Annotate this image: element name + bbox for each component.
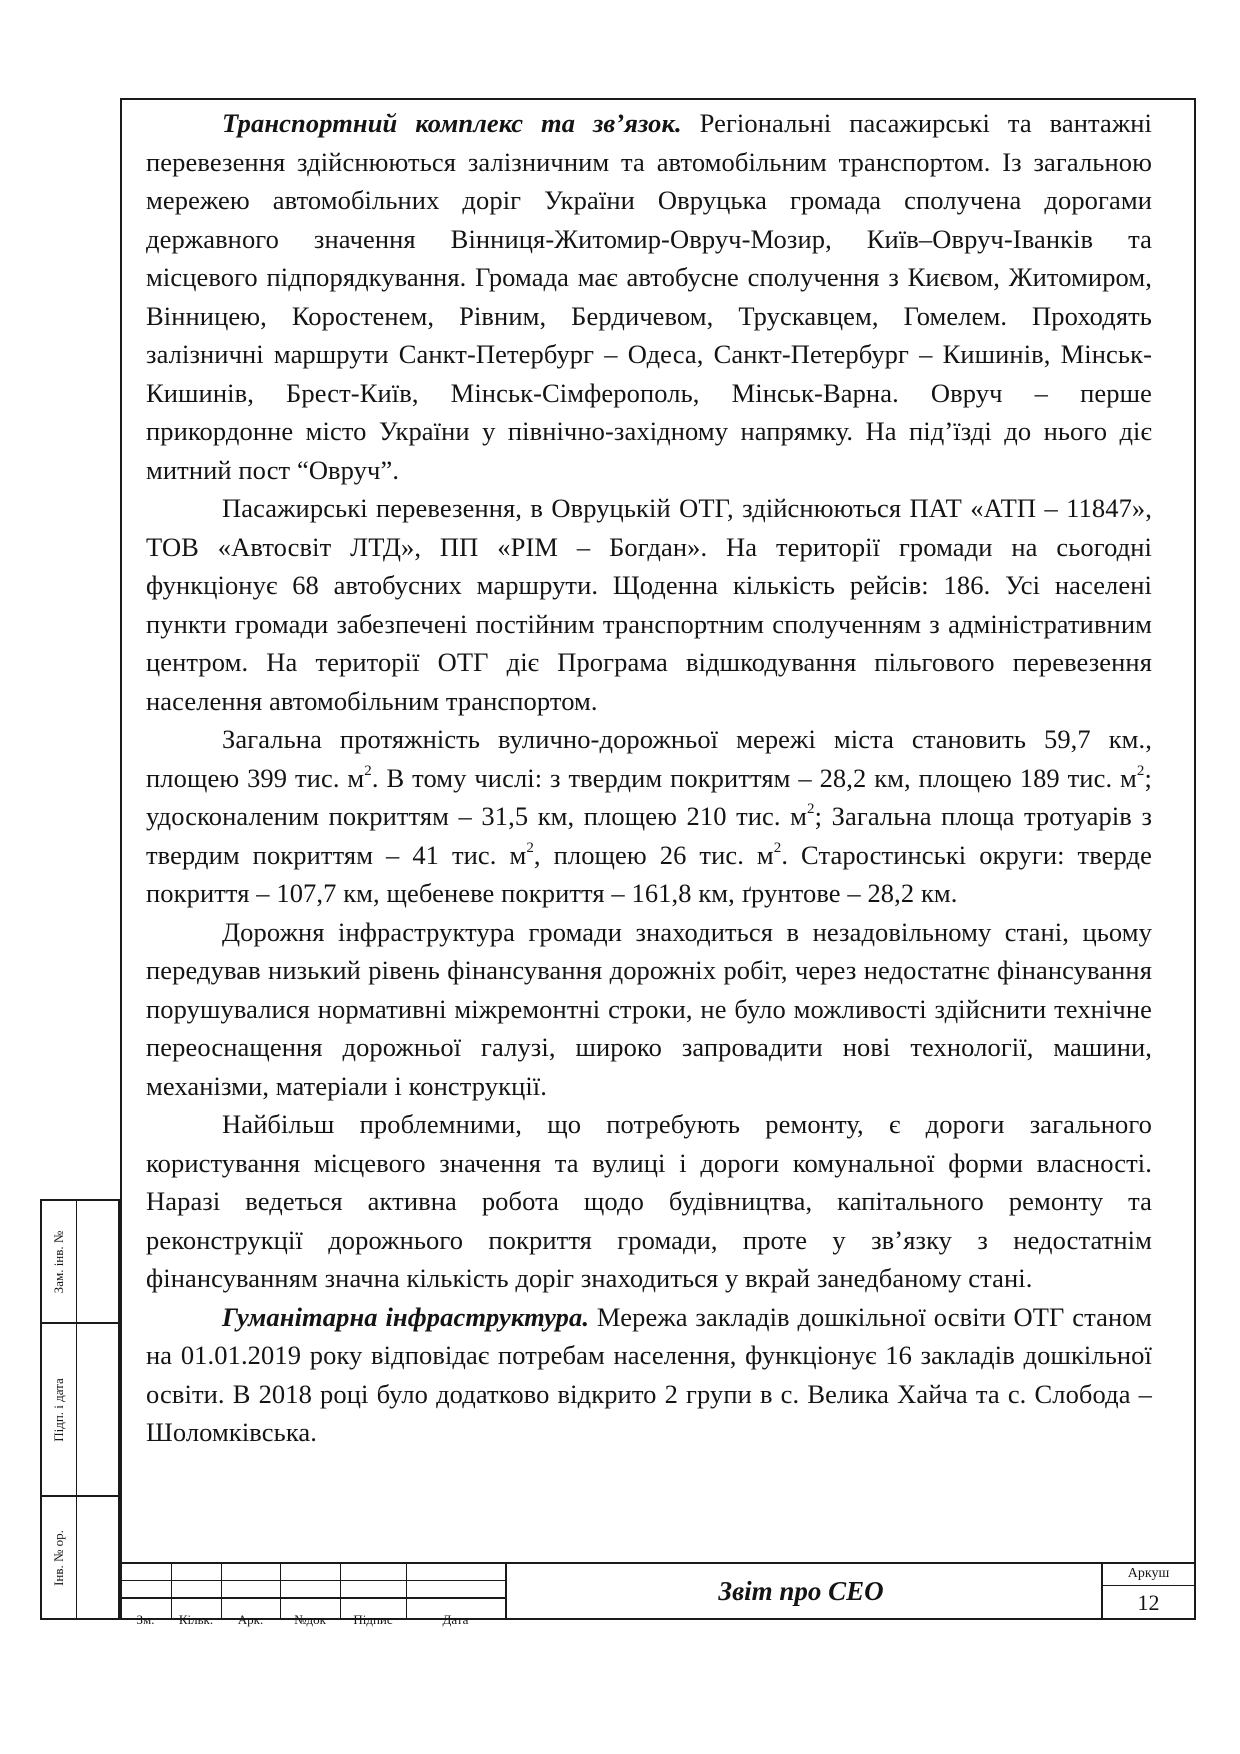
paragraph-road-condition: Дорожня інфраструктура громади знаходиться в незадовільному стані, цьому передував низький рівень фінансування дорожніх робіт, через недостатнє фінансування порушувалися нормативні міжремонтні строки, не було можливості здійснити технічне переоснащення дорожньої галузі, широко запровадити нові технології, машини, механізми, матеріали і конструкції. (146, 916, 1152, 1101)
sheet-number: 12 (1137, 1590, 1160, 1615)
paragraph-transport: Транспортний комплекс та зв’язок. Регіональні пасажирські та вантажні перевезення здійснюються залізничним та автомобільним транспортом. Із загальною мережею автомобільних доріг України Овруцька громада сполучена дорогами державного значення Вінниця-Житомир-Овруч-Мозир, Київ–Овруч-Іванків та місцевого підпорядкування. Громада має автобусне сполучення з Києвом, Житомиром, Вінницею, Коростенем, Рівним, Бердичевом, Трускавцем, Гомелем. Проходять залізничні маршрути Санкт-Петербург – Одеса, Санкт-Петербург – Кишинів, Мінськ-Кишинів, Брест-Київ, Мінськ-Сімферополь, Мінськ-Варна. Овруч – перше прикордонне місто України у північно-західному напрямку. На під’їзді до нього діє митний пост “Овруч”. (146, 108, 1153, 485)
sheet-label: Аркуш (1127, 1566, 1170, 1581)
col-zm: Зм. (136, 1612, 155, 1627)
col-ndok: №док (294, 1612, 326, 1627)
col-kilk: Кільк. (178, 1612, 214, 1627)
document-body (146, 104, 1152, 1452)
col-pidpys: Підпис (353, 1612, 393, 1627)
paragraph-problem-roads: Найбільш проблемними, що потребують ремонту, є дороги загального користування місцевого значення та вулиці і дороги комунальної форми власності. Наразі ведеться активна робота щодо будівництва, капітального ремонту та реконструкції дорожнього покриття громади, проте у зв’язку з недостатнім фінансуванням значна кількість доріг знаходиться у вкрай занедбаному стані. (146, 1109, 1152, 1293)
heading-humanitarian: Гуманітарна інфраструктура. (222, 1301, 590, 1332)
paragraph-road-network: Загальна протяжність вулично-дорожньої мережі міста становить 59,7 км., площею 399 тис. $м^2$. В тому числі: з твердим покриттям – 28,2 км, площею 189 тис. $м^2$; удосконаленим покриттям – 31,5 км, площею 210 тис. $м^2$; Загальна площа тротуарів з твердим покриттям – 41 тис. $м^2$, площею 26 тис. $м^2$. Старостинські округи: тверде покриття – 107,7 км, щебеневе покриття – 161,8 км, ґрунтове – 28,2 км. (146, 724, 1153, 908)
side-cell-pidp-data: Підп. і дата (40, 1322, 120, 1497)
heading-transport: Транспортний комплекс та зв’язок. (222, 108, 682, 138)
document-title: Звіт про СЕО (718, 1575, 884, 1606)
side-cell-inv-or: Інв. № ор. (40, 1495, 120, 1620)
paragraph-humanitarian: Гуманітарна інфраструктура. Мережа закладів дошкільної освіти ОТГ станом на 01.01.2019 року відповідає потребам населення, функціонує 16 закладів дошкільної освіти. В 2018 році було додатково відкрито 2 групи в с. Велика Хайча та с. Слобода – Шоломківська. (146, 1301, 1152, 1447)
col-data: Дата (442, 1612, 469, 1627)
side-cell-zam-inv: Зам. інв. № (40, 1199, 120, 1324)
paragraph-passenger: Пасажирські перевезення, в Овруцькій ОТГ, здійснюються ПАТ «АТП – 11847», ТОВ «Автосвіт ЛТД», ПП «РІМ – Богдан». На території громади на сьогодні функціонує 68 автобусних маршрути. Щоденна кількість рейсів: 186. Усі населені пункти громади забезпечені постійним транспортним сполученням з адміністративним центром. На території ОТГ діє Програма відшкодування пільгового перевезення населення автомобільним транспортом. (146, 493, 1152, 716)
col-ark: Арк. (237, 1612, 264, 1627)
